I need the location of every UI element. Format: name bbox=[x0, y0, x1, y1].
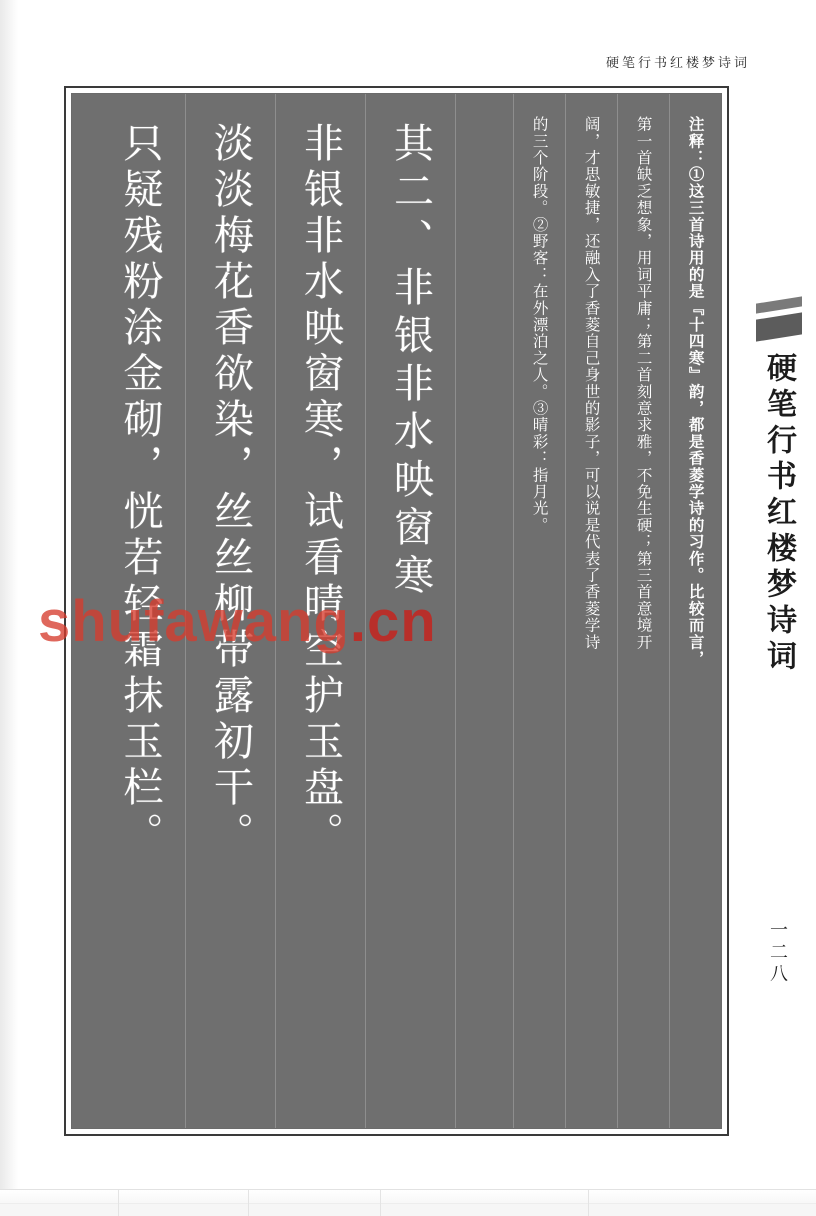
note-text-2: 第一首缺乏想象，用词平庸；第二首刻意求雅，不免生硬；第三首意境开 bbox=[634, 116, 653, 651]
bottom-tick-4 bbox=[588, 1190, 589, 1216]
bottom-tick-2 bbox=[248, 1190, 249, 1216]
verse-column-3 bbox=[95, 94, 185, 1128]
verse-line-3: 只疑残粉涂金砌，恍若轻霜抹玉栏。 bbox=[117, 122, 163, 858]
watermark-suffix: .cn bbox=[349, 589, 437, 654]
verse-line-2: 淡淡梅花香欲染，丝丝柳带露初干。 bbox=[207, 122, 254, 858]
page-edge-left-shadow bbox=[0, 0, 18, 1216]
bottom-tick-3 bbox=[380, 1190, 381, 1216]
verse-title-text: 其二、非银非水映窗寒 bbox=[387, 122, 434, 602]
verse-line-1: 非银非水映窗寒，试看晴空护玉盘。 bbox=[297, 122, 344, 858]
note-column-2 bbox=[617, 94, 669, 1128]
note-column-3 bbox=[565, 94, 617, 1128]
note-text-3: 阔，才思敏捷，还融入了香菱自己身世的影子，可以说是代表了香菱学诗 bbox=[582, 116, 601, 651]
blank-column-1 bbox=[455, 94, 513, 1128]
watermark-text: shufawang bbox=[38, 589, 350, 654]
running-head: 硬笔行书红楼梦诗词 bbox=[605, 56, 750, 71]
bottom-tick-1 bbox=[118, 1190, 119, 1216]
note-text-1: 注释：①这三首诗用的是『十四寒』韵，都是香菱学诗的习作。比较而言， bbox=[686, 116, 706, 668]
note-column-1 bbox=[669, 94, 721, 1128]
note-text-4: 的三个阶段。②野客：在外漂泊之人。③晴彩：指月光。 bbox=[530, 116, 549, 534]
note-column-4 bbox=[513, 94, 565, 1128]
calligraphy-frame bbox=[64, 86, 729, 1136]
page-number: 一二八 bbox=[767, 920, 788, 986]
calligraphy-grid bbox=[71, 93, 722, 1129]
verse-column-2 bbox=[185, 94, 275, 1128]
verse-title-column bbox=[365, 94, 455, 1128]
verse-column-1 bbox=[275, 94, 365, 1128]
page-bottom-edge-inner bbox=[0, 1203, 816, 1216]
spine-title: 硬笔行书红楼梦诗词 bbox=[761, 352, 796, 676]
